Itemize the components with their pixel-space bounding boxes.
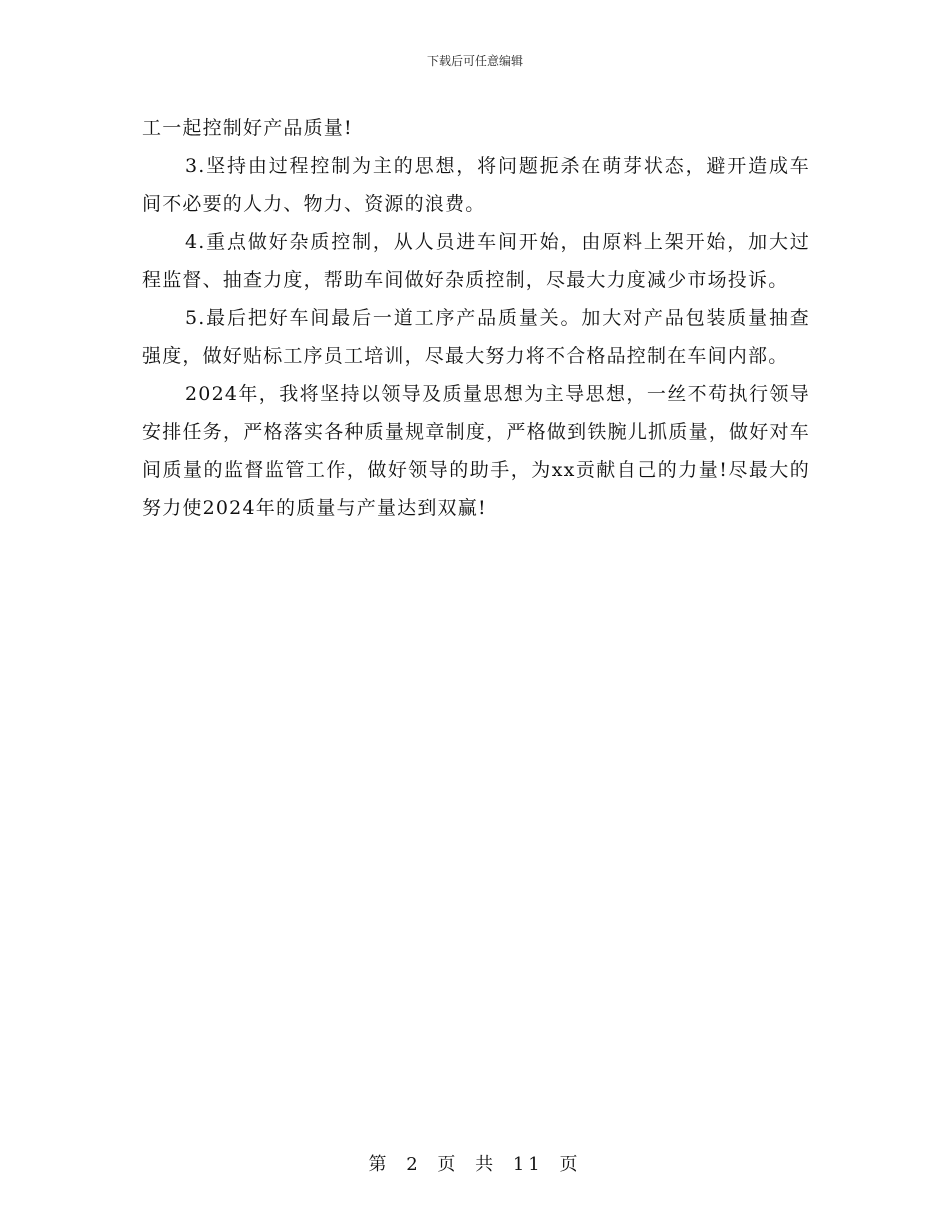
page-number-footer: 第 2 页 共 11 页 (368, 1154, 582, 1175)
paragraph-item-4: 4.重点做好杂质控制，从人员进车间开始，由原料上架开始，加大过程监督、抽查力度，帮助车间做好杂质控制，尽最大力度减少市场投诉。 (142, 231, 810, 291)
paragraph-continuation: 工一起控制好产品质量! (142, 117, 353, 139)
paragraph-item-5: 5.最后把好车间最后一道工序产品质量关。加大对产品包装质量抽查强度，做好贴标工序员工培训，尽最大努力将不合格品控制在车间内部。 (142, 307, 810, 367)
document-body (142, 109, 810, 527)
paragraph-item-3: 3.坚持由过程控制为主的思想，将问题扼杀在萌芽状态，避开造成车间不必要的人力、物力、资源的浪费。 (142, 155, 810, 215)
page-header: 下载后可任意编辑 (426, 54, 523, 68)
paragraph-plan-2024: 2024年，我将坚持以领导及质量思想为主导思想，一丝不苟执行领导安排任务，严格落实各种质量规章制度，严格做到铁腕儿抓质量，做好对车间质量的监督监管工作，做好领导的助手，为xx贡献自己的力量!尽最大的努力使2024年的质量与产量达到双赢! (142, 383, 810, 519)
